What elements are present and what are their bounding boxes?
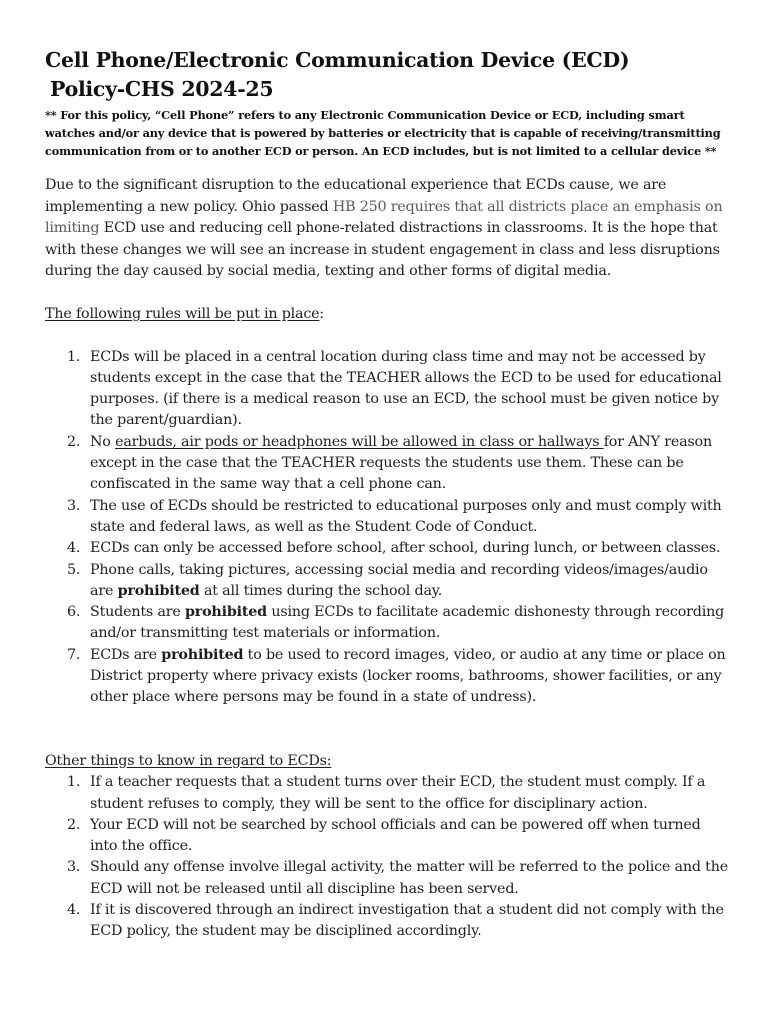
list-item: [45, 560, 728, 603]
rule-text: ECDs will be placed in a central location during class time and may not be accessed by students except in the case that the TEACHER allows the ECD to be used for educational purposes. (if there is a medical reason to use an ECD, the school must be given notice by the parent/guardian).: [90, 348, 722, 429]
rule-bold-text: prohibited: [184, 604, 267, 621]
list-number: 2.: [67, 816, 81, 833]
title-line-2: Policy-CHS 2024-25: [50, 77, 274, 101]
list-item: [45, 347, 728, 432]
list-number: 2.: [67, 433, 81, 450]
other-heading-text: Other things to know in regard to ECDs:: [45, 752, 332, 769]
list-item: [45, 538, 728, 559]
document-title: [45, 46, 728, 104]
list-number: 1.: [67, 774, 81, 791]
intro-hb250-text: HB 250 requires that all districts place an emphasis on limiting: [45, 198, 723, 237]
intro-paragraph: [45, 175, 728, 283]
list-item: [45, 857, 728, 900]
other-list: [45, 772, 728, 942]
rules-list: [45, 347, 728, 709]
list-item: [45, 815, 728, 858]
rule-bold-text: prohibited: [117, 582, 200, 599]
other-text: Your ECD will not be searched by school officials and can be powered off when turned into the office.: [90, 816, 701, 855]
list-number: 5.: [67, 561, 81, 578]
other-text: If a teacher requests that a student turns over their ECD, the student must comply. If a student refuses to comply, they will be sent to the office for disciplinary action.: [90, 774, 706, 812]
rule-bold-text: prohibited: [161, 646, 244, 663]
rule-text-pre: No: [90, 433, 116, 450]
rules-heading: [45, 304, 728, 326]
other-text: Should any offense involve illegal activity, the matter will be referred to the police and the ECD will not be released until all discipline has been served.: [90, 859, 728, 897]
rule-text-post: for ANY reason except in the case that the TEACHER requests the students use them. These can be confiscated in the same way that a cell phone can.: [90, 433, 712, 493]
list-number: 1.: [67, 348, 81, 365]
rule-text-pre: Phone calls, taking pictures, accessing social media and recording videos/images/audio are: [90, 561, 708, 599]
list-item: [45, 602, 728, 645]
list-number: 3.: [67, 859, 81, 876]
rules-heading-colon: :: [319, 305, 325, 322]
intro-text-1: Due to the significant disruption to the educational experience that ECDs cause, we are implementing a new policy. Ohio passed: [45, 177, 667, 215]
definition-note: ** For this policy, “Cell Phone” refers to any Electronic Communication Device or ECD, including smart watches and/or any device that is powered by batteries or electricity that is capable of receiving/transmitting communication from or to another ECD or person. An ECD includes, but is not limited to a cellular device **: [45, 108, 721, 158]
rule-text-pre: ECDs are: [90, 646, 162, 663]
other-heading: [45, 751, 728, 773]
list-number: 7.: [67, 646, 81, 663]
list-number: 6.: [67, 604, 81, 621]
rule-text-post: using ECDs to facilitate academic dishonesty through recording and/or transmitting test materials or information.: [90, 604, 725, 642]
list-item: [45, 772, 728, 815]
rules-heading-text: The following rules will be put in place: [45, 305, 320, 322]
rule-underlined-text: earbuds, air pods or headphones will be allowed in class or hallways: [115, 433, 604, 450]
title-line-1: Cell Phone/Electronic Communication Device (ECD): [45, 48, 630, 72]
rule-text-post: to be used to record images, video, or audio at any time or place on District property where privacy exists (locker rooms, bathrooms, shower facilities, or any other place where persons may be found in a state of undress).: [90, 646, 726, 706]
list-item: [45, 432, 728, 496]
rule-text-pre: Students are: [90, 604, 185, 621]
intro-text-3: It is the hope that with these changes we will see an increase in student engagement in class and less disruptions during the day caused by social media, texting and other forms of digital media.: [45, 220, 720, 280]
intro-text-2: ECD use and reducing cell phone-related distractions in classrooms.: [103, 220, 588, 237]
list-item: [45, 900, 728, 943]
list-item: [45, 496, 728, 539]
rule-text: ECDs can only be accessed before school, after school, during lunch, or between classes.: [90, 540, 721, 557]
rule-text: The use of ECDs should be restricted to educational purposes only and must comply with state and federal laws, as well as the Student Code of Conduct.: [90, 497, 722, 535]
list-number: 4.: [67, 540, 81, 557]
list-item: [45, 645, 728, 709]
rule-text-post: at all times during the school day.: [199, 582, 443, 599]
list-number: 4.: [67, 901, 81, 918]
other-text: If it is discovered through an indirect investigation that a student did not comply with the ECD policy, the student may be disciplined accordingly.: [90, 901, 724, 940]
list-number: 3.: [67, 497, 81, 514]
